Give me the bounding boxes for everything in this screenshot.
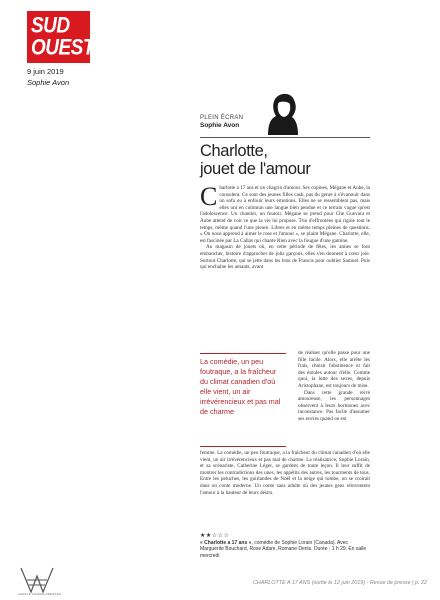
- paragraph-3: de réaliser qu'elle passe pour une fille facile. Alors, elle arrête les frais, choisit l'abstinence et fait des émules autour d'elle. Comme quoi, la lutte des sexes, depuis Aristophane, est toujours de mise.: [298, 350, 370, 389]
- paragraph-5: femme. La comédie, un peu foutraque, a la fraîcheur du climat canadien d'où elle vient, un air irrévérencieux et pas mal de charme. La réalisatrice, Sophie Lorain, et sa scénariste, Catherine Léger, se gardent de toute leçon. Il leur suffit de montrer les contradictions des unes, les appétits des autres, les tourments de tous. Entre les peluches, les guirlandes de Noël et la neige qui tombe, on se croirait dans un conte moderne. Un conte sans adulte où des jeunes gens réinventent l'amour à la hauteur de leurs désirs.: [200, 450, 370, 496]
- article-body-side: [298, 350, 370, 423]
- paragraph-4: Dans cette grande récré amoureuse, les personnages observent à leurs hormones avec inconstance. Pas facile d'assumer ses envies quand on est: [298, 389, 370, 422]
- page-footer-caption: CHARLOTTE A 17 ANS (sortie le 12 juin 2019) - Revue de presse | p. 22: [253, 580, 427, 586]
- publication-date: 9 juin 2019: [27, 67, 64, 76]
- paragraph-1: harlotte a 17 ans et un chagrin d'amour. Ses copines, Mégane et Aube, la consolent. Ce sont des jeunes filles cash, pas du genre à s'évanouir dans un sofa ou à enfouir leurs émotions. Elles ne se ressemblent pas, mais elles ont en commun une langue bien pendue et ce terrain vague qu'est l'adolescence. Un chantier, un foutoir. Mégane se prend pour Che Guevara et Aube attend de voir ce que la vie lui propose. Trio d'effrontées qui rigole tout le temps, même quand l'une pleure. Libres et en même temps pleines de questions. « On nous apprend à aimer le rose et l'amour », se plaint Mégane. Charlotte, elle, est fascinée par La Callas qui chante Rien avec la fougue d'une gamine.: [200, 185, 370, 244]
- header-rule: [200, 137, 370, 138]
- sud-ouest-logo: [27, 11, 94, 63]
- pull-quote-rule-top: [200, 353, 286, 354]
- drop-cap: C: [200, 182, 218, 211]
- logo-line-1: SUD: [31, 14, 70, 39]
- paragraph-2: Au magasin de jouets où, en cette période de fêtes, les amies se font embaucher, histoire d'approcher de jolis garçons, elles s'en donnent à cœur joie. Surtout Charlotte, qui se jette dans les bras de Francis pour oublier Samuel. Puis qui enchaîne les amants, avant: [200, 244, 370, 271]
- publication-author: Sophie Avon: [27, 78, 70, 87]
- article-byline: Sophie Avon: [200, 122, 240, 129]
- article-header: [200, 115, 370, 129]
- article-body-end: [200, 450, 370, 496]
- credits-title: « Charlotte a 17 ans »: [200, 540, 252, 546]
- headline-line-2: jouet de l'amour: [200, 160, 311, 178]
- agency-logo-icon: [19, 566, 55, 596]
- logo-line-2: OUEST: [31, 36, 94, 61]
- pull-quote: La comédie, un peu foutraque, a la fraîcheur du climat canadien d'où elle vient, un air irrévérencieux et pas mal de charme: [200, 357, 281, 416]
- agency-name: AGENCE VALÉRIE DEBIOLES: [18, 593, 62, 596]
- pull-quote-rule-bottom: [200, 446, 286, 447]
- credits-text: , comédie de Sophie Lorain (Canada). Avec Marguerite Bouchard, Rose Adam, Romane Denis. Durée : 1 h 29. En salle mercredi: [200, 540, 367, 559]
- article-body-intro: [200, 182, 370, 271]
- article-headline: [200, 142, 370, 178]
- rubric-label: PLEIN ÉCRAN: [200, 115, 244, 121]
- star-rating: ★★☆☆☆: [200, 533, 230, 539]
- headline-line-1: Charlotte,: [200, 142, 268, 160]
- film-credits: [200, 540, 372, 559]
